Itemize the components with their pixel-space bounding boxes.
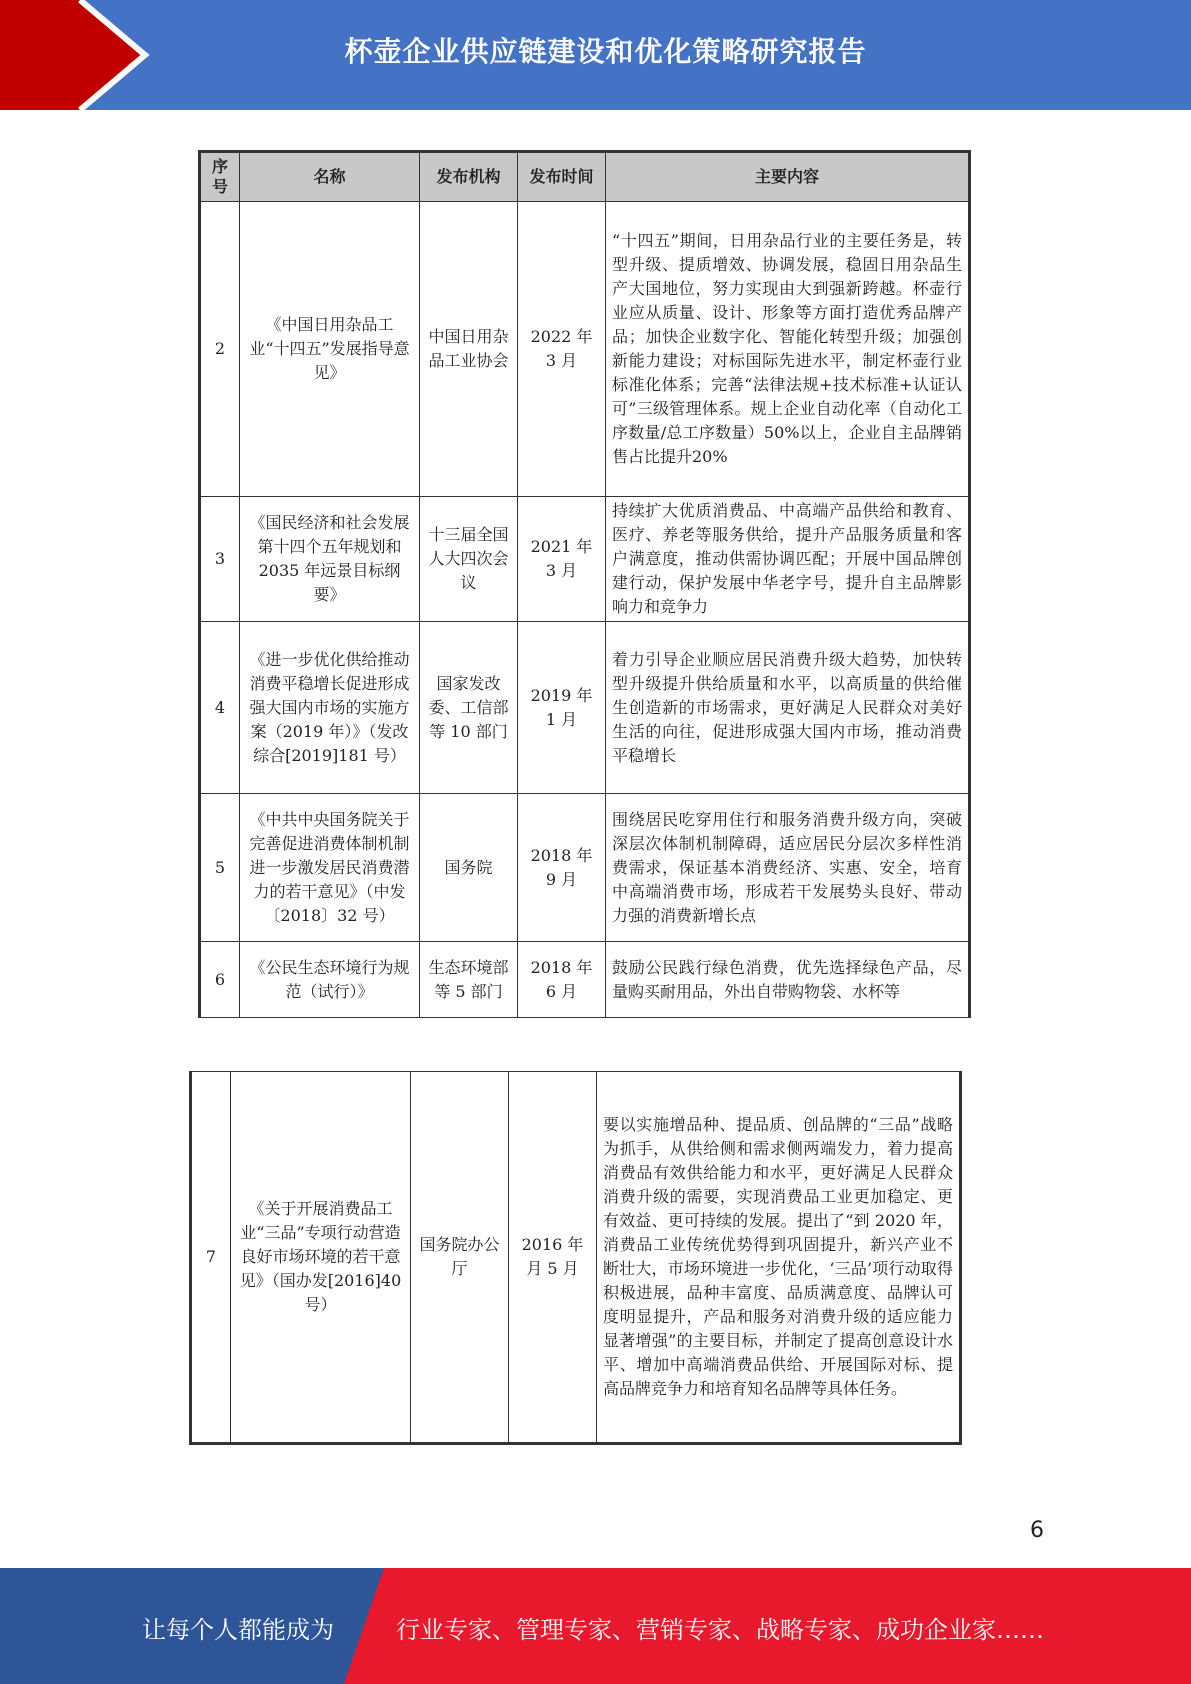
table-row — [200, 942, 970, 1018]
row-name: 《公民生态环境行为规范（试行）》 — [240, 942, 420, 1018]
row-content: 围绕居民吃穿用住行和服务消费升级方向，突破深层次体制机制障碍，适应居民分层次多样性消费需求，保证基本消费经济、实惠、安全，培育中高端消费市场，形成若干发展势头良好、带动力强的消费新增长点 — [606, 794, 970, 942]
page-footer — [0, 1568, 1191, 1684]
row-name: 《关于开展消费品工业“三品”专项行动营造良好市场环境的若干意见》（国办发[2016]40 号） — [231, 1072, 411, 1444]
table-row — [200, 202, 970, 497]
header-idx: 序号 — [200, 152, 240, 202]
row-org: 中国日用杂品工业协会 — [420, 202, 518, 497]
page-number: 6 — [1030, 1518, 1044, 1543]
row-date: 2021 年 3 月 — [518, 497, 606, 622]
page-header — [0, 0, 1191, 110]
row-content: 要以实施增品种、提品质、创品牌的“三品”战略为抓手，从供给侧和需求侧两端发力，着力提高消费品有效供给能力和水平，更好满足人民群众消费升级的需要，实现消费品工业更加稳定、更有效益、更可持续的发展。提出了“到 2020 年，消费品工业传统优势得到巩固提升，新兴产业不断壮大，市场环境进一步优化，‘三品’项行动取得积极进展，品种丰富度、品质满意度、品牌认可度明显提升，产品和服务对消费升级的适应能力显著增强”的主要目标，并制定了提高创意设计水平、增加中高端消费品供给、开展国际对标、提高品牌竞争力和培育知名品牌等具体任务。 — [597, 1072, 961, 1444]
policy-table-continued — [189, 1071, 962, 1445]
policy-table — [198, 150, 971, 1018]
row-date: 2018 年 9 月 — [518, 794, 606, 942]
table-row — [200, 622, 970, 794]
row-idx: 5 — [200, 794, 240, 942]
page-title: 杯壶企业供应链建设和优化策略研究报告 — [344, 35, 867, 68]
row-org: 国务院办公厅 — [411, 1072, 509, 1444]
header-org: 发布机构 — [420, 152, 518, 202]
table-header-row — [200, 152, 970, 202]
row-date: 2022 年 3 月 — [518, 202, 606, 497]
row-name: 《进一步优化供给推动消费平稳增长促进形成强大国内市场的实施方案（2019 年）》（发改综合[2019]181 号） — [240, 622, 420, 794]
footer-slogan-right: 行业专家、管理专家、营销专家、战略专家、成功企业家…… — [396, 1616, 1044, 1644]
footer-slogan-left: 让每个人都能成为 — [142, 1616, 334, 1644]
row-date: 2018 年 6 月 — [518, 942, 606, 1018]
row-idx: 3 — [200, 497, 240, 622]
row-idx: 6 — [200, 942, 240, 1018]
row-idx: 7 — [191, 1072, 231, 1444]
row-org: 国务院 — [420, 794, 518, 942]
row-date: 2016 年月 5 月 — [509, 1072, 597, 1444]
row-content: 鼓励公民践行绿色消费，优先选择绿色产品，尽量购买耐用品，外出自带购物袋、水杯等 — [606, 942, 970, 1018]
row-name: 《中共中央国务院关于完善促进消费体制机制进一步激发居民消费潜力的若干意见》（中发〔2018〕32 号） — [240, 794, 420, 942]
row-content: 着力引导企业顺应居民消费升级大趋势，加快转型升级提升供给质量和水平，以高质量的供给催生创造新的市场需求，更好满足人民群众对美好生活的向往，促进形成强大国内市场，推动消费平稳增长 — [606, 622, 970, 794]
table-row — [200, 497, 970, 622]
row-name: 《中国日用杂品工业“十四五”发展指导意见》 — [240, 202, 420, 497]
header-content: 主要内容 — [606, 152, 970, 202]
row-org: 十三届全国人大四次会议 — [420, 497, 518, 622]
row-idx: 2 — [200, 202, 240, 497]
row-org: 国家发改委、工信部等 10 部门 — [420, 622, 518, 794]
table-row — [200, 794, 970, 942]
row-idx: 4 — [200, 622, 240, 794]
header-date: 发布时间 — [518, 152, 606, 202]
row-date: 2019 年 1 月 — [518, 622, 606, 794]
table-row — [191, 1072, 961, 1444]
row-name: 《国民经济和社会发展第十四个五年规划和 2035 年远景目标纲要》 — [240, 497, 420, 622]
header-name: 名称 — [240, 152, 420, 202]
row-content: 持续扩大优质消费品、中高端产品供给和教育、医疗、养老等服务供给，提升产品服务质量和客户满意度，推动供需协调匹配；开展中国品牌创建行动，保护发展中华老字号，提升自主品牌影响力和竞争力 — [606, 497, 970, 622]
row-content: “十四五”期间，日用杂品行业的主要任务是，转型升级、提质增效、协调发展，稳固日用杂品生产大国地位，努力实现由大到强新跨越。杯壶行业应从质量、设计、形象等方面打造优秀品牌产品；加快企业数字化、智能化转型升级；加强创新能力建设；对标国际先进水平，制定杯壶行业标准化体系；完善“法律法规+技术标准+认证认可”三级管理体系。规上企业自动化率（自动化工序数量/总工序数量）50%以上，企业自主品牌销售占比提升20% — [606, 202, 970, 497]
row-org: 生态环境部等 5 部门 — [420, 942, 518, 1018]
